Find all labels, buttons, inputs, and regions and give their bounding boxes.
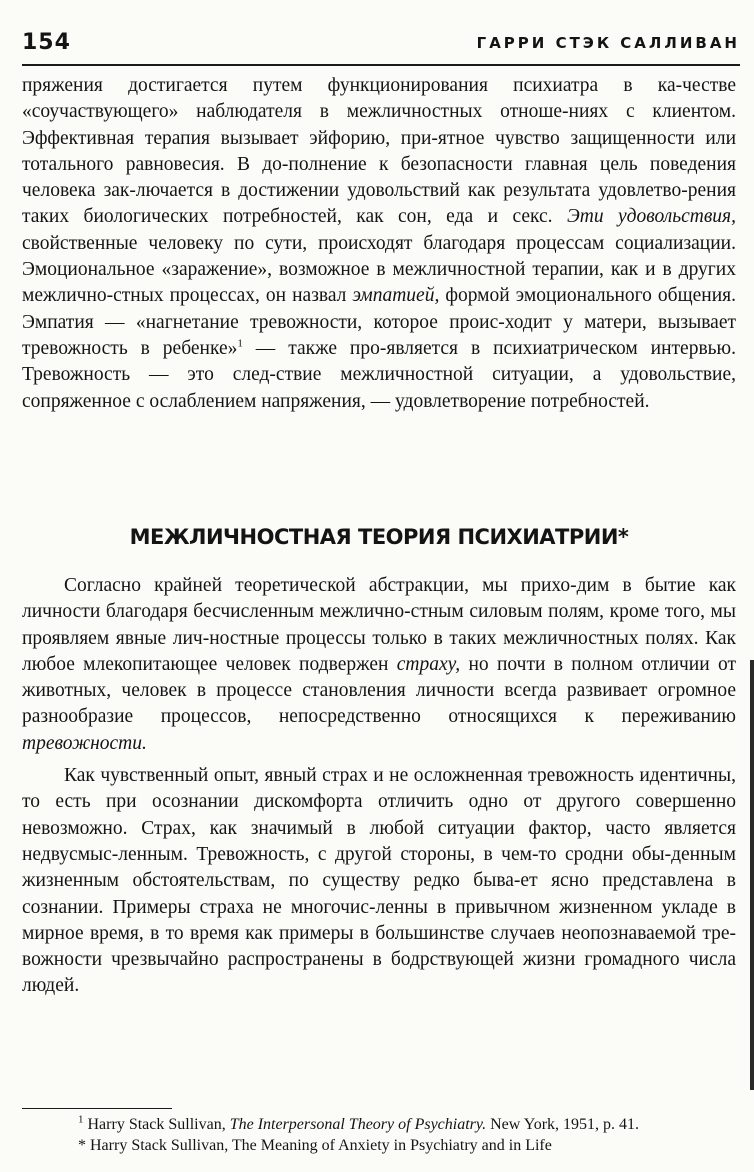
italic-run: тревожности. [22, 732, 147, 754]
section-title: МЕЖЛИЧНОСТНАЯ ТЕОРИЯ ПСИХИАТРИИ* [129, 525, 629, 549]
footnote-divider [22, 1108, 172, 1109]
running-head: ГАРРИ СТЭК САЛЛИВАН [476, 34, 740, 52]
italic-run: Эти удовольствия, [566, 206, 736, 228]
paragraph-3: Как чувственный опыт, явный страх и не осложненная тревожность идентичны, то есть при осознании дискомфорта отличить одно от другого совершенно невозможно. Страх, как значимый в любой ситуации фактор, часто является недвусмыс-ленным. Тревожность, с другой стороны, в чем-то сродни обы-денным жизненным обстоятельствам, по существу редко быва-ет ясно представлена в сознании. Примеры страха не многочис-ленны в привычном жизненном укладе в мирное время, в то время как примеры в большинстве случаев неопознаваемой тре-вожности чрезвычайно распространены в бодрствующей жизни громадного числа людей. [22, 765, 736, 997]
page-header [22, 30, 740, 66]
paragraph-2 [22, 573, 736, 757]
footnote-mark: 1 [78, 1113, 84, 1126]
italic-run: эмпатией, [352, 285, 440, 307]
footnote-1 [22, 1114, 736, 1135]
footnotes [22, 1114, 736, 1156]
text-run: Harry Stack Sullivan, [83, 1116, 230, 1133]
intro-paragraph [22, 73, 736, 415]
text-run: но почти в полном отличии от животных, человек в процессе становления личности всегда развивает огромное разнообразие процессов, непосредственно относящихся к переживанию [22, 653, 736, 728]
footnote-ref: 1 [237, 337, 243, 350]
footnote-2: * Harry Stack Sullivan, The Meaning of Anxiety in Psychiatry and in Life [78, 1137, 552, 1154]
paragraph-1 [22, 73, 736, 415]
page-edge-shadow [750, 660, 754, 1090]
italic-run: страху, [396, 653, 461, 675]
text-run: — также про-является в психиатрическом интервью. Тревожность — это след-ствие межличностной ситуации, а удовольствие, сопряженное с ослаблением напряжения, — удовлетворение потребностей. [22, 337, 736, 412]
text-run: Согласно крайней теоретической абстракции, мы прихо-дим в бытие как личности благодаря бесчисленным межлично-стным силовым полям, кроме того, мы проявляем явные лич-ностные процессы только в таких межличностных полях. Как любое млекопитающее человек подвержен [22, 575, 736, 675]
section-body [22, 573, 736, 1000]
text-run: свойственные человеку по сути, происходят благодаря процессам социализации. Эмоциональное «заражение», возможное в межличностной терапии, как и в других межлично-стных процессах, он назвал [22, 232, 736, 307]
text-run: формой эмоционального общения. Эмпатия — «нагнетание тревожности, которое проис-ходит у матери, вызывает тревожность в ребенке» [22, 285, 736, 359]
italic-run: The Interpersonal Theory of Psychiatry. [229, 1116, 487, 1133]
text-run: пряжения достигается путем функционирования психиатра в ка-честве «соучаствующего» наблюдателя в межличностных отноше-ниях с клиентом. Эффективная терапия вызывает эйфорию, при-ятное чувство защищенности или тотального равновесия. В до-полнение к безопасности главная цель поведения человека зак-лючается в достижении удовольствий как результата удовлетво-рения таких биологических потребностей, как сон, еда и секс. [22, 75, 736, 228]
page-number: 154 [22, 30, 71, 55]
text-run: New York, 1951, p. 41. [486, 1116, 640, 1133]
